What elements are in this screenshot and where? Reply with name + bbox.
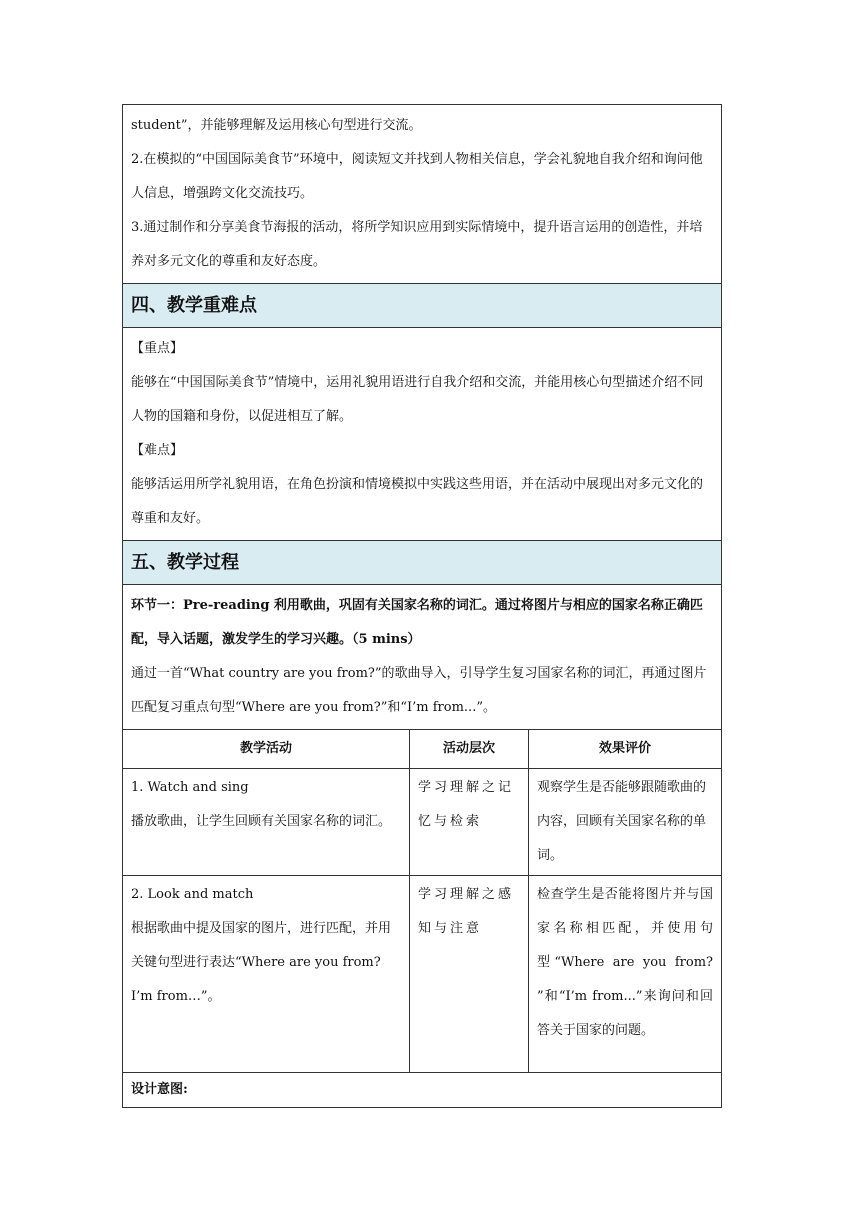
objective-line-2: 2.在模拟的“中国国际美食节”环境中，阅读短文并找到人物相关信息，学会礼貌地自我介绍和询问他人信息，增强跨文化交流技巧。 [131,152,703,201]
objective-line-1: student”，并能够理解及运用核心句型进行交流。 [131,118,422,133]
table-row [123,769,721,876]
level-cell: 学习理解之记忆与检索 [410,769,529,876]
table-header-row [123,730,721,769]
design-intent-label: 设计意图: [122,1072,722,1108]
stage-1-description: 通过一首“What country are you from?”的歌曲导入，引导学生复习国家名称的词汇，再通过图片匹配复习重点句型“Where are you from?”和“I’m from...”。 [131,666,707,715]
activities-table [123,730,721,1072]
activity-title: 1. Watch and sing [131,780,249,795]
evaluation-cell: 观察学生是否能够跟随歌曲的内容，回顾有关国家名称的单词。 [529,769,722,876]
stage-1-block [122,584,722,729]
key-point-text: 能够在“中国国际美食节”情境中，运用礼貌用语进行自我介绍和交流，并能用核心句型描述介绍不同人物的国籍和身份，以促进相互了解。 [131,375,704,424]
evaluation-cell: 检查学生是否能将图片并与国家名称相匹配，并使用句型“Where are you from? ”和“I’m from...”来询问和回答关于国家的问题。 [529,876,722,1073]
activities-table-wrapper [122,729,722,1072]
activity-description: 播放歌曲，让学生回顾有关国家名称的词汇。 [131,814,392,829]
objective-line-3: 3.通过制作和分享美食节海报的活动，将所学知识应用到实际情境中，提升语言运用的创造性，并培养对多元文化的尊重和友好态度。 [131,220,703,269]
key-difficult-points-block [122,327,722,540]
key-point-label: 【重点】 [131,341,184,356]
difficult-point-label: 【难点】 [131,443,184,458]
section-5-heading: 五、教学过程 [122,540,722,584]
stage-1-title: 环节一：Pre-reading 利用歌曲，巩固有关国家名称的词汇。通过将图片与相应的国家名称正确匹配，导入话题，激发学生的学习兴趣。（5 mins） [131,598,703,647]
header-level: 活动层次 [410,730,529,769]
level-cell: 学习理解之感知与注意 [410,876,529,1073]
header-evaluation: 效果评价 [529,730,722,769]
activity-title: 2. Look and match [131,887,254,902]
difficult-point-text: 能够活运用所学礼貌用语，在角色扮演和情境模拟中实践这些用语，并在活动中展现出对多元文化的尊重和友好。 [131,477,704,526]
activity-cell [123,876,410,1073]
activity-cell [123,769,410,876]
header-activity: 教学活动 [239,741,292,756]
section-4-heading: 四、教学重难点 [122,283,722,327]
table-row [123,876,721,1073]
lesson-plan-page [122,104,722,1108]
objectives-block [122,104,722,283]
activity-description: 根据歌曲中提及国家的图片，进行匹配，并用关键句型进行表达“Where are you from? I’m from…”。 [131,921,392,1004]
